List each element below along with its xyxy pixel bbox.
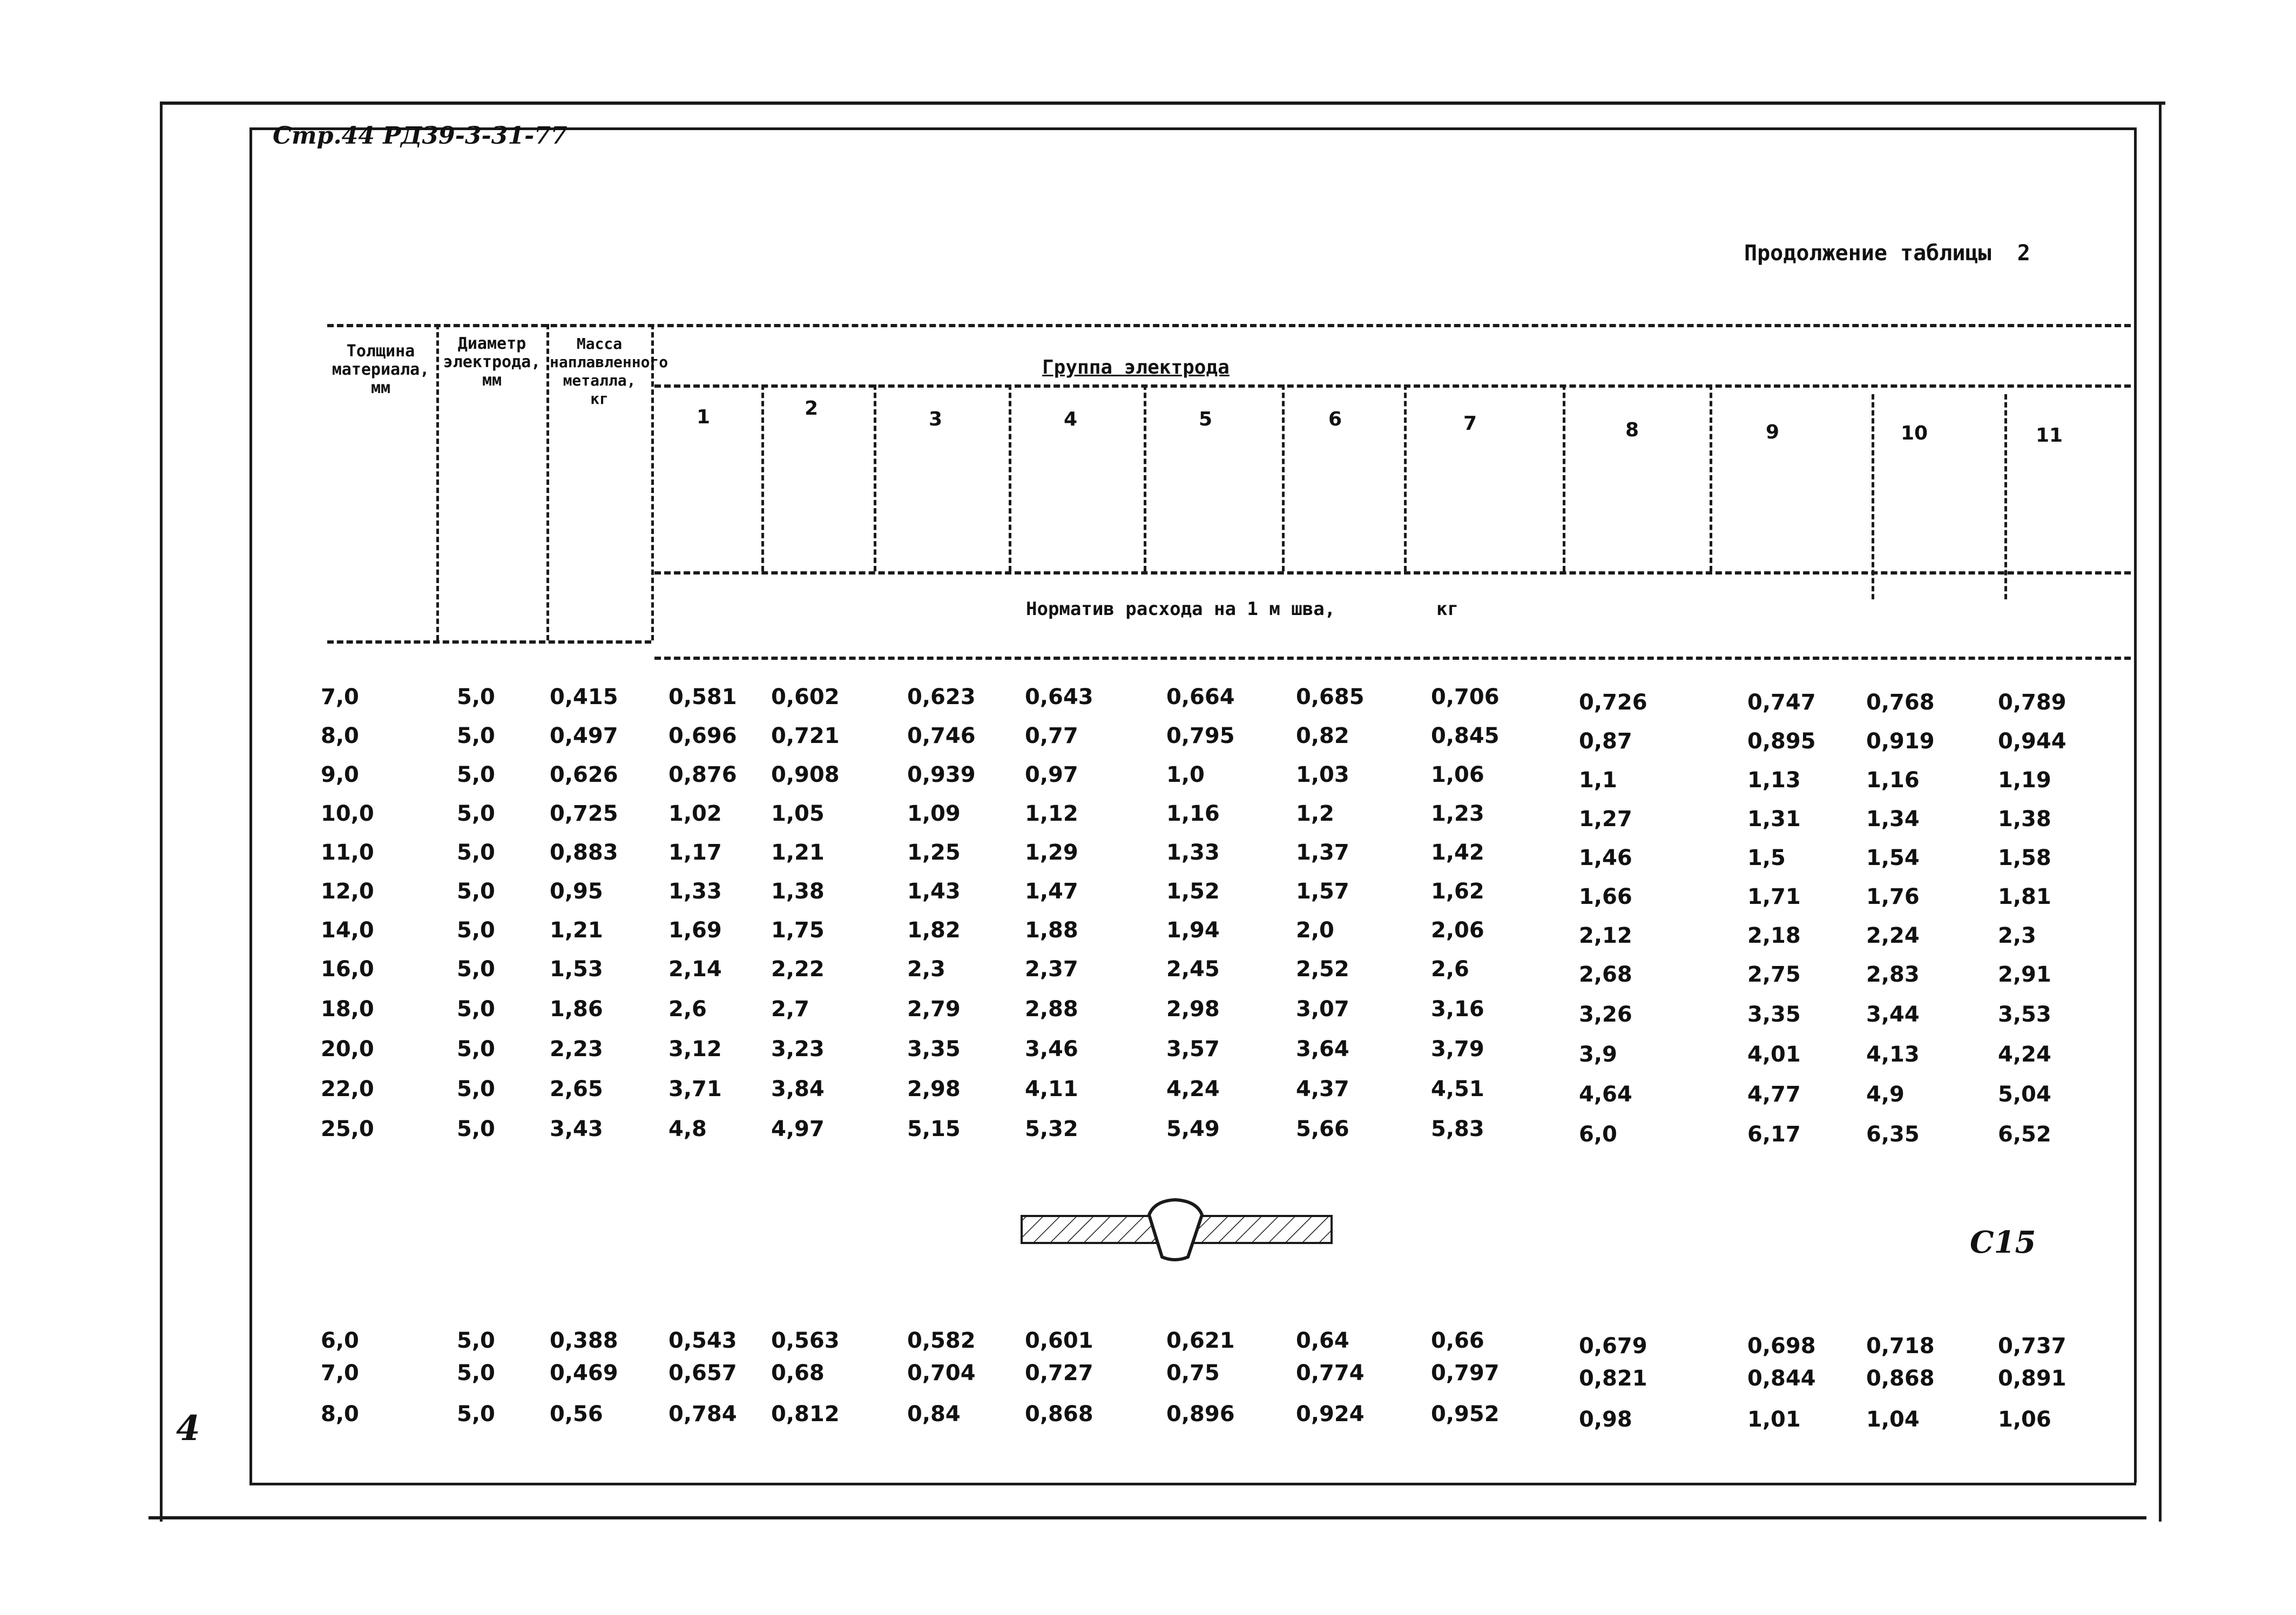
lower-cell: 0,924 — [1296, 1402, 1365, 1427]
upper-cell: 4,13 — [1866, 1042, 1920, 1067]
lower-cell: 0,774 — [1296, 1361, 1365, 1386]
upper-cell: 1,06 — [1431, 762, 1484, 787]
upper-cell: 5,83 — [1431, 1117, 1484, 1141]
upper-cell: 1,38 — [1998, 807, 2051, 832]
upper-cell: 3,64 — [1296, 1037, 1349, 1062]
inner-frame-left — [249, 127, 252, 1483]
lower-cell: 0,821 — [1579, 1366, 1647, 1391]
group-number-7: 7 — [1463, 413, 1477, 435]
upper-cell: 3,9 — [1579, 1042, 1617, 1067]
lower-cell: 0,66 — [1431, 1328, 1484, 1353]
upper-cell: 1,05 — [771, 801, 825, 826]
group-divider-6 — [1404, 384, 1407, 571]
group-divider-9 — [1872, 394, 1874, 599]
lower-cell: 8,0 — [321, 1402, 359, 1427]
upper-cell: 1,71 — [1747, 884, 1801, 909]
lower-cell: 0,469 — [550, 1361, 618, 1386]
outer-frame-top — [162, 102, 2165, 105]
upper-cell: 2,79 — [907, 997, 961, 1022]
lower-cell: 0,718 — [1866, 1334, 1935, 1359]
joint-mark: С15 — [1970, 1225, 2036, 1260]
upper-cell: 1,31 — [1747, 807, 1801, 832]
header-norm-unit: кг — [1436, 598, 1458, 620]
upper-cell: 1,62 — [1431, 879, 1484, 904]
upper-cell: 1,29 — [1025, 840, 1078, 865]
upper-cell: 3,53 — [1998, 1002, 2051, 1027]
upper-cell: 2,75 — [1747, 962, 1801, 987]
lower-cell: 1,06 — [1998, 1407, 2051, 1432]
upper-cell: 2,65 — [550, 1077, 603, 1102]
header-group: Группа электрода — [1042, 356, 1230, 379]
upper-cell: 5,0 — [457, 801, 495, 826]
upper-cell: 4,37 — [1296, 1077, 1349, 1102]
upper-cell: 4,64 — [1579, 1082, 1632, 1107]
lower-cell: 0,56 — [550, 1402, 603, 1427]
upper-cell: 5,0 — [457, 724, 495, 748]
upper-cell: 1,16 — [1866, 768, 1920, 793]
upper-cell: 0,944 — [1998, 729, 2067, 754]
lower-cell: 6,0 — [321, 1328, 359, 1353]
upper-cell: 1,21 — [550, 918, 603, 943]
upper-cell: 4,24 — [1998, 1042, 2051, 1067]
upper-cell: 4,77 — [1747, 1082, 1801, 1107]
upper-cell: 7,0 — [321, 685, 359, 709]
upper-cell: 5,0 — [457, 1037, 495, 1062]
upper-cell: 2,24 — [1866, 923, 1920, 948]
upper-cell: 0,706 — [1431, 685, 1500, 709]
upper-cell: 1,46 — [1579, 846, 1632, 870]
weld-joint-icon — [1015, 1193, 1339, 1263]
upper-cell: 1,94 — [1166, 918, 1220, 943]
upper-cell: 8,0 — [321, 724, 359, 748]
col-divider-diameter — [546, 324, 549, 640]
upper-cell: 1,27 — [1579, 807, 1632, 832]
upper-cell: 2,7 — [771, 997, 809, 1022]
upper-cell: 4,51 — [1431, 1077, 1484, 1102]
group-divider-4 — [1144, 384, 1146, 571]
upper-cell: 0,725 — [550, 801, 618, 826]
upper-cell: 9,0 — [321, 762, 359, 787]
upper-cell: 2,12 — [1579, 923, 1632, 948]
group-number-6: 6 — [1328, 408, 1342, 430]
upper-cell: 2,23 — [550, 1037, 603, 1062]
upper-cell: 3,26 — [1579, 1002, 1632, 1027]
upper-cell: 5,04 — [1998, 1082, 2051, 1107]
lower-cell: 0,543 — [668, 1328, 737, 1353]
lower-cell: 0,388 — [550, 1328, 618, 1353]
lower-cell: 0,868 — [1025, 1402, 1093, 1427]
group-number-10: 10 — [1901, 422, 1928, 444]
upper-cell: 2,52 — [1296, 957, 1349, 982]
lower-cell: 5,0 — [457, 1328, 495, 1353]
upper-cell: 11,0 — [321, 840, 374, 865]
upper-cell: 3,79 — [1431, 1037, 1484, 1062]
lower-cell: 0,891 — [1998, 1366, 2067, 1391]
upper-cell: 1,03 — [1296, 762, 1349, 787]
upper-cell: 5,0 — [457, 879, 495, 904]
upper-cell: 2,0 — [1296, 918, 1334, 943]
upper-cell: 2,98 — [1166, 997, 1220, 1022]
lower-cell: 0,896 — [1166, 1402, 1235, 1427]
lower-cell: 0,704 — [907, 1361, 976, 1386]
group-number-2: 2 — [805, 397, 819, 420]
upper-cell: 3,46 — [1025, 1037, 1078, 1062]
group-number-3: 3 — [929, 408, 943, 430]
outer-frame-left — [160, 102, 163, 1522]
group-divider-8 — [1710, 384, 1712, 571]
upper-cell: 5,49 — [1166, 1117, 1220, 1141]
upper-cell: 1,34 — [1866, 807, 1920, 832]
upper-cell: 3,57 — [1166, 1037, 1220, 1062]
col-divider-thickness — [436, 324, 439, 640]
upper-cell: 16,0 — [321, 957, 374, 982]
header-bottom-rule-left — [327, 640, 651, 644]
upper-cell: 4,97 — [771, 1117, 825, 1141]
upper-cell: 0,795 — [1166, 724, 1235, 748]
upper-cell: 0,82 — [1296, 724, 1349, 748]
upper-cell: 1,38 — [771, 879, 825, 904]
upper-cell: 1,25 — [907, 840, 961, 865]
upper-cell: 1,1 — [1579, 768, 1617, 793]
lower-cell: 0,812 — [771, 1402, 840, 1427]
lower-cell: 0,868 — [1866, 1366, 1935, 1391]
upper-cell: 1,81 — [1998, 884, 2051, 909]
upper-cell: 0,919 — [1866, 729, 1935, 754]
lower-cell: 0,797 — [1431, 1361, 1500, 1386]
upper-cell: 3,23 — [771, 1037, 825, 1062]
header-diameter: Диаметр электрода, мм — [443, 334, 541, 390]
upper-cell: 1,53 — [550, 957, 603, 982]
upper-cell: 5,0 — [457, 840, 495, 865]
upper-cell: 1,37 — [1296, 840, 1349, 865]
upper-cell: 2,14 — [668, 957, 722, 982]
upper-cell: 5,0 — [457, 918, 495, 943]
upper-cell: 0,768 — [1866, 690, 1935, 715]
upper-cell: 0,626 — [550, 762, 618, 787]
upper-cell: 2,98 — [907, 1077, 961, 1102]
upper-cell: 6,0 — [1579, 1122, 1617, 1147]
lower-cell: 0,737 — [1998, 1334, 2067, 1359]
upper-cell: 1,69 — [668, 918, 722, 943]
group-number-4: 4 — [1064, 408, 1078, 430]
upper-cell: 1,12 — [1025, 801, 1078, 826]
lower-cell: 0,84 — [907, 1402, 961, 1427]
upper-cell: 1,57 — [1296, 879, 1349, 904]
upper-cell: 4,8 — [668, 1117, 707, 1141]
upper-cell: 10,0 — [321, 801, 374, 826]
inner-frame-bottom — [249, 1483, 2136, 1485]
upper-cell: 2,68 — [1579, 962, 1632, 987]
group-number-1: 1 — [697, 406, 711, 428]
upper-cell: 5,0 — [457, 997, 495, 1022]
upper-cell: 3,35 — [907, 1037, 961, 1062]
upper-cell: 0,685 — [1296, 685, 1365, 709]
upper-cell: 0,721 — [771, 724, 840, 748]
upper-cell: 0,746 — [907, 724, 976, 748]
upper-cell: 5,66 — [1296, 1117, 1349, 1141]
upper-cell: 1,76 — [1866, 884, 1920, 909]
upper-cell: 3,43 — [550, 1117, 603, 1141]
upper-cell: 12,0 — [321, 879, 374, 904]
col-divider-mass — [651, 324, 654, 640]
lower-cell: 5,0 — [457, 1402, 495, 1427]
lower-cell: 0,582 — [907, 1328, 976, 1353]
group-number-5: 5 — [1199, 408, 1213, 430]
upper-cell: 18,0 — [321, 997, 374, 1022]
upper-cell: 0,77 — [1025, 724, 1078, 748]
lower-cell: 0,621 — [1166, 1328, 1235, 1353]
upper-cell: 2,3 — [907, 957, 946, 982]
group-number-11: 11 — [2036, 424, 2063, 447]
upper-cell: 2,37 — [1025, 957, 1078, 982]
upper-cell: 2,91 — [1998, 962, 2051, 987]
upper-cell: 0,87 — [1579, 729, 1632, 754]
group-divider-5 — [1282, 384, 1285, 571]
upper-cell: 0,581 — [668, 685, 737, 709]
lower-cell: 0,64 — [1296, 1328, 1349, 1353]
upper-cell: 2,22 — [771, 957, 825, 982]
upper-cell: 0,497 — [550, 724, 618, 748]
upper-cell: 0,664 — [1166, 685, 1235, 709]
upper-cell: 3,07 — [1296, 997, 1349, 1022]
upper-cell: 0,789 — [1998, 690, 2067, 715]
upper-cell: 2,45 — [1166, 957, 1220, 982]
upper-cell: 1,0 — [1166, 762, 1205, 787]
inner-frame-right — [2134, 127, 2137, 1483]
upper-cell: 6,35 — [1866, 1122, 1920, 1147]
upper-cell: 5,32 — [1025, 1117, 1078, 1141]
upper-cell: 2,6 — [1431, 957, 1469, 982]
group-numbers-bottom-rule — [654, 571, 2131, 575]
upper-cell: 25,0 — [321, 1117, 374, 1141]
upper-cell: 1,52 — [1166, 879, 1220, 904]
upper-cell: 6,17 — [1747, 1122, 1801, 1147]
upper-cell: 1,21 — [771, 840, 825, 865]
group-number-9: 9 — [1766, 421, 1780, 443]
upper-cell: 20,0 — [321, 1037, 374, 1062]
upper-cell: 5,15 — [907, 1117, 961, 1141]
upper-cell: 0,747 — [1747, 690, 1816, 715]
upper-cell: 3,12 — [668, 1037, 722, 1062]
upper-cell: 0,643 — [1025, 685, 1093, 709]
lower-cell: 5,0 — [457, 1361, 495, 1386]
upper-cell: 2,83 — [1866, 962, 1920, 987]
upper-cell: 5,0 — [457, 1117, 495, 1141]
upper-cell: 2,6 — [668, 997, 707, 1022]
upper-cell: 0,726 — [1579, 690, 1647, 715]
group-divider-2 — [874, 384, 876, 571]
upper-cell: 1,2 — [1296, 801, 1334, 826]
upper-cell: 0,95 — [550, 879, 603, 904]
group-divider-1 — [761, 384, 764, 571]
upper-cell: 3,84 — [771, 1077, 825, 1102]
group-divider-7 — [1563, 384, 1565, 571]
lower-cell: 0,68 — [771, 1361, 825, 1386]
upper-cell: 1,13 — [1747, 768, 1801, 793]
group-divider-3 — [1009, 384, 1011, 571]
upper-cell: 2,3 — [1998, 923, 2036, 948]
upper-cell: 1,47 — [1025, 879, 1078, 904]
page-mark: 4 — [176, 1408, 200, 1449]
lower-cell: 7,0 — [321, 1361, 359, 1386]
upper-cell: 1,19 — [1998, 768, 2051, 793]
upper-cell: 1,66 — [1579, 884, 1632, 909]
header-thickness: Толщина материала, мм — [332, 342, 430, 397]
lower-cell: 0,952 — [1431, 1402, 1500, 1427]
group-number-8: 8 — [1625, 419, 1639, 441]
table-caption: Продолжение таблицы 2 — [1744, 241, 2030, 266]
upper-cell: 5,0 — [457, 957, 495, 982]
lower-cell: 0,563 — [771, 1328, 840, 1353]
lower-cell: 0,657 — [668, 1361, 737, 1386]
upper-cell: 5,0 — [457, 762, 495, 787]
header-bottom-rule — [654, 657, 2131, 660]
lower-cell: 0,727 — [1025, 1361, 1093, 1386]
outer-frame-bottom — [148, 1516, 2146, 1519]
upper-cell: 0,883 — [550, 840, 618, 865]
upper-cell: 1,23 — [1431, 801, 1484, 826]
upper-cell: 0,415 — [550, 685, 618, 709]
lower-cell: 0,75 — [1166, 1361, 1220, 1386]
upper-cell: 1,33 — [668, 879, 722, 904]
upper-cell: 5,0 — [457, 1077, 495, 1102]
lower-cell: 0,784 — [668, 1402, 737, 1427]
upper-cell: 1,88 — [1025, 918, 1078, 943]
upper-cell: 1,82 — [907, 918, 961, 943]
upper-cell: 14,0 — [321, 918, 374, 943]
upper-cell: 4,9 — [1866, 1082, 1905, 1107]
upper-cell: 3,16 — [1431, 997, 1484, 1022]
page-reference: Стр.44 РД39-3-31-77 — [273, 122, 568, 150]
upper-cell: 0,602 — [771, 685, 840, 709]
upper-cell: 0,845 — [1431, 724, 1500, 748]
upper-cell: 4,01 — [1747, 1042, 1801, 1067]
upper-cell: 0,876 — [668, 762, 737, 787]
upper-cell: 4,24 — [1166, 1077, 1220, 1102]
outer-frame-right — [2159, 102, 2162, 1522]
upper-cell: 1,33 — [1166, 840, 1220, 865]
upper-cell: 6,52 — [1998, 1122, 2051, 1147]
upper-cell: 1,42 — [1431, 840, 1484, 865]
group-divider-10 — [2004, 394, 2007, 599]
upper-cell: 2,18 — [1747, 923, 1801, 948]
lower-cell: 0,698 — [1747, 1334, 1816, 1359]
lower-cell: 0,679 — [1579, 1334, 1647, 1359]
upper-cell: 0,623 — [907, 685, 976, 709]
upper-cell: 3,44 — [1866, 1002, 1920, 1027]
lower-cell: 1,04 — [1866, 1407, 1920, 1432]
upper-cell: 1,17 — [668, 840, 722, 865]
upper-cell: 1,86 — [550, 997, 603, 1022]
upper-cell: 1,54 — [1866, 846, 1920, 870]
upper-cell: 3,35 — [1747, 1002, 1801, 1027]
upper-cell: 0,939 — [907, 762, 976, 787]
header-mass: Масса наплавленного металла, кг — [550, 335, 668, 408]
lower-cell: 0,98 — [1579, 1407, 1632, 1432]
upper-cell: 0,97 — [1025, 762, 1078, 787]
upper-cell: 0,895 — [1747, 729, 1816, 754]
header-norm: Норматив расхода на 1 м шва, — [1026, 598, 1336, 620]
lower-cell: 1,01 — [1747, 1407, 1801, 1432]
upper-cell: 1,75 — [771, 918, 825, 943]
upper-cell: 2,88 — [1025, 997, 1078, 1022]
upper-cell: 1,16 — [1166, 801, 1220, 826]
upper-cell: 1,02 — [668, 801, 722, 826]
header-top-rule — [327, 324, 2131, 327]
upper-cell: 3,71 — [668, 1077, 722, 1102]
upper-cell: 1,5 — [1747, 846, 1786, 870]
upper-cell: 1,43 — [907, 879, 961, 904]
upper-cell: 22,0 — [321, 1077, 374, 1102]
upper-cell: 5,0 — [457, 685, 495, 709]
upper-cell: 1,09 — [907, 801, 961, 826]
lower-cell: 0,844 — [1747, 1366, 1816, 1391]
upper-cell: 0,696 — [668, 724, 737, 748]
upper-cell: 4,11 — [1025, 1077, 1078, 1102]
upper-cell: 0,908 — [771, 762, 840, 787]
lower-cell: 0,601 — [1025, 1328, 1093, 1353]
upper-cell: 1,58 — [1998, 846, 2051, 870]
upper-cell: 2,06 — [1431, 918, 1484, 943]
